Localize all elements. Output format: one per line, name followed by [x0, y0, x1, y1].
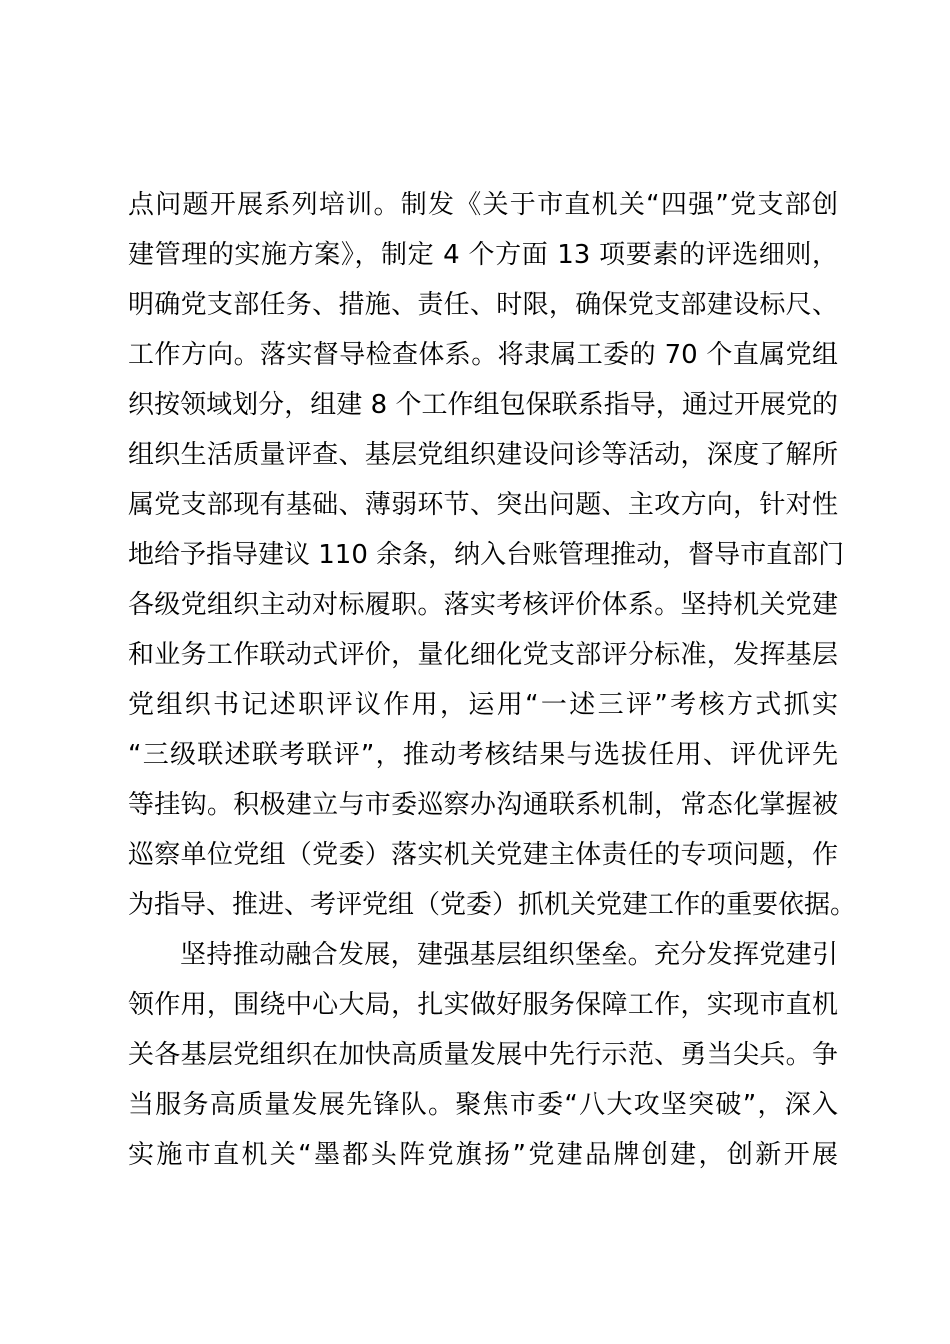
- text-line: 组织生活质量评查、基层党组织建设问诊等活动，深度了解所: [128, 440, 838, 470]
- paragraph-start-line: 坚持推动融合发展，建强基层组织堡垒。充分发挥党建引: [180, 940, 838, 970]
- text-line: 巡察单位党组（党委）落实机关党建主体责任的专项问题，作: [128, 840, 838, 870]
- text-line: 关各基层党组织在加快高质量发展中先行示范、勇当尖兵。争: [128, 1040, 838, 1070]
- text-line: 点问题开展系列培训。制发《关于市直机关“四强”党支部创: [128, 190, 838, 220]
- text-line: 领作用，围绕中心大局，扎实做好服务保障工作，实现市直机: [128, 990, 838, 1020]
- text-line: 地给予指导建议 110 余条，纳入台账管理推动，督导市直部门: [128, 540, 845, 570]
- text-line: 明确党支部任务、措施、责任、时限，确保党支部建设标尺、: [128, 290, 838, 320]
- paragraph-end-line: 为指导、推进、考评党组（党委）抓机关党建工作的重要依据。: [128, 890, 857, 920]
- text-line: 工作方向。落实督导检查体系。将隶属工委的 70 个直属党组: [128, 340, 838, 370]
- text-line: 等挂钩。积极建立与市委巡察办沟通联系机制，常态化掌握被: [128, 790, 838, 820]
- text-line: 属党支部现有基础、薄弱环节、突出问题、主攻方向，针对性: [128, 490, 838, 520]
- text-line: 党组织书记述职评议作用，运用“一述三评”考核方式抓实: [128, 690, 838, 720]
- text-line: “三级联述联考联评”，推动考核结果与选拔任用、评优评先: [128, 740, 838, 770]
- text-line: 实施市直机关“墨都头阵党旗扬”党建品牌创建，创新开展: [128, 1140, 838, 1170]
- text-line: 织按领域划分，组建 8 个工作组包保联系指导，通过开展党的: [128, 390, 838, 420]
- text-line: 和业务工作联动式评价，量化细化党支部评分标准，发挥基层: [128, 640, 838, 670]
- text-line: 各级党组织主动对标履职。落实考核评价体系。坚持机关党建: [128, 590, 838, 620]
- text-line: 当服务高质量发展先锋队。聚焦市委“八大攻坚突破”，深入: [128, 1090, 838, 1120]
- text-line: 建管理的实施方案》，制定 4 个方面 13 项要素的评选细则，: [128, 240, 838, 270]
- body-text: [128, 180, 857, 1180]
